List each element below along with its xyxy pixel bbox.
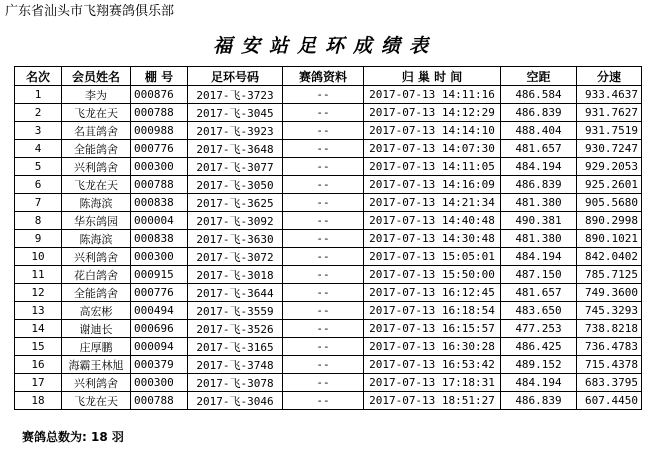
cell-member: 飞龙在天 xyxy=(62,176,131,194)
cell-ring: 2017-飞-3165 xyxy=(188,338,283,356)
table-row xyxy=(15,356,642,374)
cell-ring: 2017-飞-3050 xyxy=(188,176,283,194)
cell-time: 2017-07-13 18:51:27 xyxy=(364,392,501,410)
cell-loft: 000300 xyxy=(131,374,188,392)
col-header-info: 赛鸽资料 xyxy=(283,67,364,86)
table-row xyxy=(15,284,642,302)
cell-loft: 000300 xyxy=(131,248,188,266)
cell-ring: 2017-飞-3630 xyxy=(188,230,283,248)
cell-time: 2017-07-13 14:14:10 xyxy=(364,122,501,140)
table-row xyxy=(15,392,642,410)
cell-info: -- xyxy=(283,320,364,338)
cell-time: 2017-07-13 14:40:48 xyxy=(364,212,501,230)
table-row xyxy=(15,158,642,176)
cell-speed: 890.2998 xyxy=(577,212,642,230)
cell-loft: 000696 xyxy=(131,320,188,338)
cell-member: 全能鸽舍 xyxy=(62,140,131,158)
cell-time: 2017-07-13 15:05:01 xyxy=(364,248,501,266)
cell-time: 2017-07-13 16:12:45 xyxy=(364,284,501,302)
table-header-row xyxy=(15,67,642,86)
cell-rank: 5 xyxy=(15,158,62,176)
cell-info: -- xyxy=(283,302,364,320)
cell-info: -- xyxy=(283,86,364,104)
table-row xyxy=(15,212,642,230)
table-row xyxy=(15,320,642,338)
cell-ring: 2017-飞-3018 xyxy=(188,266,283,284)
cell-time: 2017-07-13 16:18:54 xyxy=(364,302,501,320)
cell-rank: 11 xyxy=(15,266,62,284)
cell-distance: 481.380 xyxy=(501,194,577,212)
cell-time: 2017-07-13 14:11:16 xyxy=(364,86,501,104)
cell-time: 2017-07-13 16:15:57 xyxy=(364,320,501,338)
cell-member: 兴利鸽舍 xyxy=(62,158,131,176)
cell-loft: 000379 xyxy=(131,356,188,374)
table-row xyxy=(15,122,642,140)
cell-loft: 000915 xyxy=(131,266,188,284)
cell-distance: 489.152 xyxy=(501,356,577,374)
cell-ring: 2017-飞-3092 xyxy=(188,212,283,230)
cell-ring: 2017-飞-3072 xyxy=(188,248,283,266)
cell-speed: 925.2601 xyxy=(577,176,642,194)
table-row xyxy=(15,248,642,266)
cell-distance: 484.194 xyxy=(501,158,577,176)
cell-loft: 000838 xyxy=(131,194,188,212)
cell-time: 2017-07-13 16:53:42 xyxy=(364,356,501,374)
cell-speed: 933.4637 xyxy=(577,86,642,104)
cell-speed: 905.5680 xyxy=(577,194,642,212)
cell-member: 兴利鸽舍 xyxy=(62,248,131,266)
cell-distance: 486.425 xyxy=(501,338,577,356)
results-table xyxy=(14,66,642,410)
cell-rank: 12 xyxy=(15,284,62,302)
cell-distance: 486.839 xyxy=(501,176,577,194)
total-count: 赛鸽总数为: 18 羽 xyxy=(22,430,124,444)
cell-distance: 484.194 xyxy=(501,374,577,392)
cell-speed: 930.7247 xyxy=(577,140,642,158)
cell-rank: 1 xyxy=(15,86,62,104)
cell-distance: 486.584 xyxy=(501,86,577,104)
cell-member: 名苴鸽舍 xyxy=(62,122,131,140)
cell-time: 2017-07-13 15:50:00 xyxy=(364,266,501,284)
cell-distance: 484.194 xyxy=(501,248,577,266)
cell-rank: 15 xyxy=(15,338,62,356)
cell-info: -- xyxy=(283,194,364,212)
club-name: 广东省汕头市飞翔赛鸽俱乐部 xyxy=(5,4,175,19)
cell-info: -- xyxy=(283,284,364,302)
cell-time: 2017-07-13 14:07:30 xyxy=(364,140,501,158)
col-header-member: 会员姓名 xyxy=(62,67,131,86)
cell-distance: 481.657 xyxy=(501,284,577,302)
table-row xyxy=(15,266,642,284)
cell-distance: 487.150 xyxy=(501,266,577,284)
cell-speed: 738.8218 xyxy=(577,320,642,338)
cell-time: 2017-07-13 16:30:28 xyxy=(364,338,501,356)
cell-speed: 749.3600 xyxy=(577,284,642,302)
cell-member: 华东鸽园 xyxy=(62,212,131,230)
cell-loft: 000776 xyxy=(131,284,188,302)
col-header-ring: 足环号码 xyxy=(188,67,283,86)
cell-distance: 488.404 xyxy=(501,122,577,140)
cell-rank: 16 xyxy=(15,356,62,374)
cell-rank: 2 xyxy=(15,104,62,122)
cell-speed: 890.1021 xyxy=(577,230,642,248)
cell-loft: 000788 xyxy=(131,176,188,194)
col-header-rank: 名次 xyxy=(15,67,62,86)
cell-ring: 2017-飞-3077 xyxy=(188,158,283,176)
cell-info: -- xyxy=(283,266,364,284)
cell-speed: 931.7627 xyxy=(577,104,642,122)
cell-loft: 000788 xyxy=(131,392,188,410)
cell-speed: 745.3293 xyxy=(577,302,642,320)
race-title: 福安站足环成绩表 xyxy=(212,35,437,57)
cell-rank: 14 xyxy=(15,320,62,338)
col-header-distance: 空距 xyxy=(501,67,577,86)
cell-distance: 477.253 xyxy=(501,320,577,338)
cell-speed: 683.3795 xyxy=(577,374,642,392)
cell-distance: 481.657 xyxy=(501,140,577,158)
table-row xyxy=(15,302,642,320)
cell-loft: 000094 xyxy=(131,338,188,356)
cell-rank: 9 xyxy=(15,230,62,248)
cell-speed: 929.2053 xyxy=(577,158,642,176)
cell-distance: 483.650 xyxy=(501,302,577,320)
cell-rank: 3 xyxy=(15,122,62,140)
col-header-time: 归 巢 时 间 xyxy=(364,67,501,86)
table-row xyxy=(15,374,642,392)
cell-member: 李为 xyxy=(62,86,131,104)
cell-rank: 18 xyxy=(15,392,62,410)
cell-info: -- xyxy=(283,338,364,356)
table-row xyxy=(15,194,642,212)
table-row xyxy=(15,140,642,158)
cell-ring: 2017-飞-3078 xyxy=(188,374,283,392)
cell-time: 2017-07-13 14:12:29 xyxy=(364,104,501,122)
table-row xyxy=(15,86,642,104)
table-row xyxy=(15,104,642,122)
cell-member: 飞龙在天 xyxy=(62,104,131,122)
cell-loft: 000788 xyxy=(131,104,188,122)
col-header-loft: 棚 号 xyxy=(131,67,188,86)
cell-info: -- xyxy=(283,140,364,158)
col-header-speed: 分速 xyxy=(577,67,642,86)
cell-info: -- xyxy=(283,248,364,266)
cell-distance: 486.839 xyxy=(501,104,577,122)
cell-speed: 607.4450 xyxy=(577,392,642,410)
cell-info: -- xyxy=(283,392,364,410)
cell-member: 海霸王林旭 xyxy=(62,356,131,374)
cell-speed: 931.7519 xyxy=(577,122,642,140)
cell-ring: 2017-飞-3648 xyxy=(188,140,283,158)
cell-distance: 490.381 xyxy=(501,212,577,230)
table-row xyxy=(15,230,642,248)
cell-time: 2017-07-13 17:18:31 xyxy=(364,374,501,392)
cell-rank: 8 xyxy=(15,212,62,230)
cell-info: -- xyxy=(283,122,364,140)
cell-loft: 000988 xyxy=(131,122,188,140)
cell-time: 2017-07-13 14:21:34 xyxy=(364,194,501,212)
cell-rank: 7 xyxy=(15,194,62,212)
cell-member: 庄厚鹏 xyxy=(62,338,131,356)
cell-member: 陈海滨 xyxy=(62,230,131,248)
cell-ring: 2017-飞-3046 xyxy=(188,392,283,410)
cell-ring: 2017-飞-3045 xyxy=(188,104,283,122)
cell-member: 飞龙在天 xyxy=(62,392,131,410)
cell-info: -- xyxy=(283,104,364,122)
cell-member: 高宏彬 xyxy=(62,302,131,320)
cell-rank: 4 xyxy=(15,140,62,158)
cell-loft: 000300 xyxy=(131,158,188,176)
cell-loft: 000004 xyxy=(131,212,188,230)
table-row xyxy=(15,176,642,194)
cell-rank: 17 xyxy=(15,374,62,392)
cell-time: 2017-07-13 14:11:05 xyxy=(364,158,501,176)
table-row xyxy=(15,338,642,356)
cell-loft: 000494 xyxy=(131,302,188,320)
cell-ring: 2017-飞-3625 xyxy=(188,194,283,212)
cell-speed: 785.7125 xyxy=(577,266,642,284)
cell-ring: 2017-飞-3526 xyxy=(188,320,283,338)
cell-info: -- xyxy=(283,158,364,176)
cell-rank: 6 xyxy=(15,176,62,194)
cell-distance: 486.839 xyxy=(501,392,577,410)
cell-time: 2017-07-13 14:30:48 xyxy=(364,230,501,248)
cell-ring: 2017-飞-3923 xyxy=(188,122,283,140)
cell-info: -- xyxy=(283,230,364,248)
cell-speed: 715.4378 xyxy=(577,356,642,374)
cell-ring: 2017-飞-3748 xyxy=(188,356,283,374)
cell-member: 全能鸽舍 xyxy=(62,284,131,302)
cell-member: 陈海滨 xyxy=(62,194,131,212)
cell-rank: 10 xyxy=(15,248,62,266)
cell-rank: 13 xyxy=(15,302,62,320)
cell-info: -- xyxy=(283,176,364,194)
cell-ring: 2017-飞-3723 xyxy=(188,86,283,104)
cell-ring: 2017-飞-3559 xyxy=(188,302,283,320)
cell-speed: 736.4783 xyxy=(577,338,642,356)
cell-member: 兴利鸽舍 xyxy=(62,374,131,392)
cell-info: -- xyxy=(283,212,364,230)
cell-loft: 000876 xyxy=(131,86,188,104)
cell-distance: 481.380 xyxy=(501,230,577,248)
cell-member: 花白鸽舍 xyxy=(62,266,131,284)
cell-time: 2017-07-13 14:16:09 xyxy=(364,176,501,194)
cell-loft: 000838 xyxy=(131,230,188,248)
cell-member: 谢迪长 xyxy=(62,320,131,338)
cell-speed: 842.0402 xyxy=(577,248,642,266)
cell-ring: 2017-飞-3644 xyxy=(188,284,283,302)
cell-info: -- xyxy=(283,374,364,392)
cell-loft: 000776 xyxy=(131,140,188,158)
cell-info: -- xyxy=(283,356,364,374)
